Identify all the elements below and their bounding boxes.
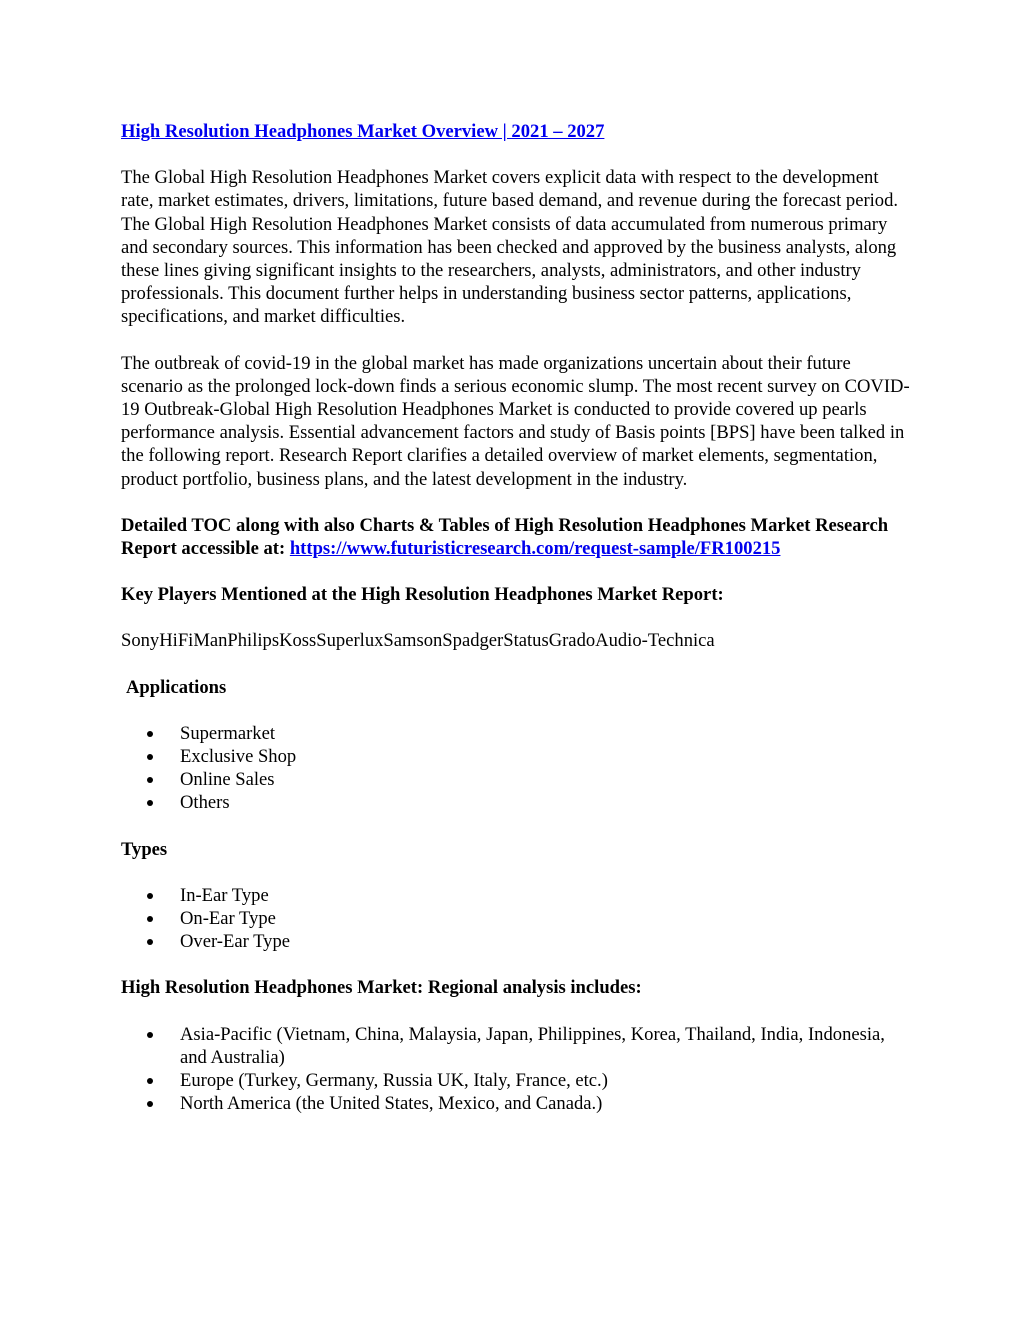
bullet-icon [147, 754, 153, 760]
list-item-label: Others [180, 792, 230, 814]
bullet-icon [147, 1078, 153, 1084]
title-link[interactable]: High Resolution Headphones Market Overview | 2021 – 2027 [121, 121, 605, 142]
types-heading: Types [121, 838, 168, 860]
list-item [121, 1023, 911, 1069]
bullet-icon [147, 731, 153, 737]
list-item [121, 884, 911, 907]
key-players-heading: Key Players Mentioned at the High Resolution Headphones Market Report: [121, 584, 724, 606]
document-page [121, 120, 911, 1139]
list-item-label: North America (the United States, Mexico, and Canada.) [180, 1093, 603, 1115]
applications-list [121, 722, 911, 815]
bullet-icon [147, 1032, 153, 1038]
applications-heading: Applications [126, 676, 227, 698]
list-item-label: In-Ear Type [180, 884, 269, 906]
toc-paragraph [121, 514, 911, 560]
toc-link[interactable]: https://www.futuristicresearch.com/request-sample/FR100215 [289, 538, 781, 560]
list-item [121, 745, 911, 768]
types-list [121, 884, 911, 954]
toc-text: Detailed TOC along with also Charts & Tables of High Resolution Headphones Market Research Report accessible at: [121, 514, 889, 560]
list-item [121, 1069, 911, 1092]
bullet-icon [147, 893, 153, 899]
bullet-icon [147, 939, 153, 945]
list-item-label: Asia-Pacific (Vietnam, China, Malaysia, Japan, Philippines, Korea, Thailand, India, Indonesia, and Australia) [180, 1023, 885, 1068]
regional-list [121, 1023, 911, 1116]
list-item [121, 791, 911, 814]
list-item [121, 930, 911, 953]
list-item [121, 722, 911, 745]
list-item-label: Supermarket [180, 722, 276, 744]
bullet-icon [147, 1101, 153, 1107]
list-item-label: Over-Ear Type [180, 931, 291, 953]
list-item-label: Online Sales [180, 769, 275, 791]
list-item-label: Exclusive Shop [180, 746, 297, 768]
list-item [121, 907, 911, 930]
list-item-label: On-Ear Type [180, 908, 276, 930]
covid-paragraph: The outbreak of covid-19 in the global market has made organizations uncertain about their future scenario as the prolonged lock-down finds a serious economic slump. The most recent survey on COVID-19 Outbreak-Global High Resolution Headphones Market is conducted to provide covered up pearls performance analysis. Essential advancement factors and study of Basis points [BPS] have been talked in the following report. Research Report clarifies a detailed overview of market elements, segmentation, product portfolio, business plans, and the latest development in the industry. [121, 352, 910, 490]
key-players-list: SonyHiFiManPhilipsKossSuperluxSamsonSpadgerStatusGradoAudio-Technica [121, 630, 715, 652]
intro-paragraph: The Global High Resolution Headphones Market covers explicit data with respect to the development rate, market estimates, drivers, limitations, future based demand, and revenue during the forecast period. The Global High Resolution Headphones Market consists of data accumulated from numerous primary and secondary sources. This information has been checked and approved by the business analysts, along these lines giving significant insights to the researchers, analysts, administrators, and other industry professionals. This document further helps in understanding business sector patterns, applications, specifications, and market difficulties. [121, 167, 899, 328]
bullet-icon [147, 800, 153, 806]
list-item [121, 1092, 911, 1115]
regional-heading: High Resolution Headphones Market: Regional analysis includes: [121, 977, 642, 999]
page-title [121, 120, 911, 143]
list-item-label: Europe (Turkey, Germany, Russia UK, Italy, France, etc.) [180, 1070, 608, 1092]
bullet-icon [147, 916, 153, 922]
list-item [121, 768, 911, 791]
bullet-icon [147, 777, 153, 783]
